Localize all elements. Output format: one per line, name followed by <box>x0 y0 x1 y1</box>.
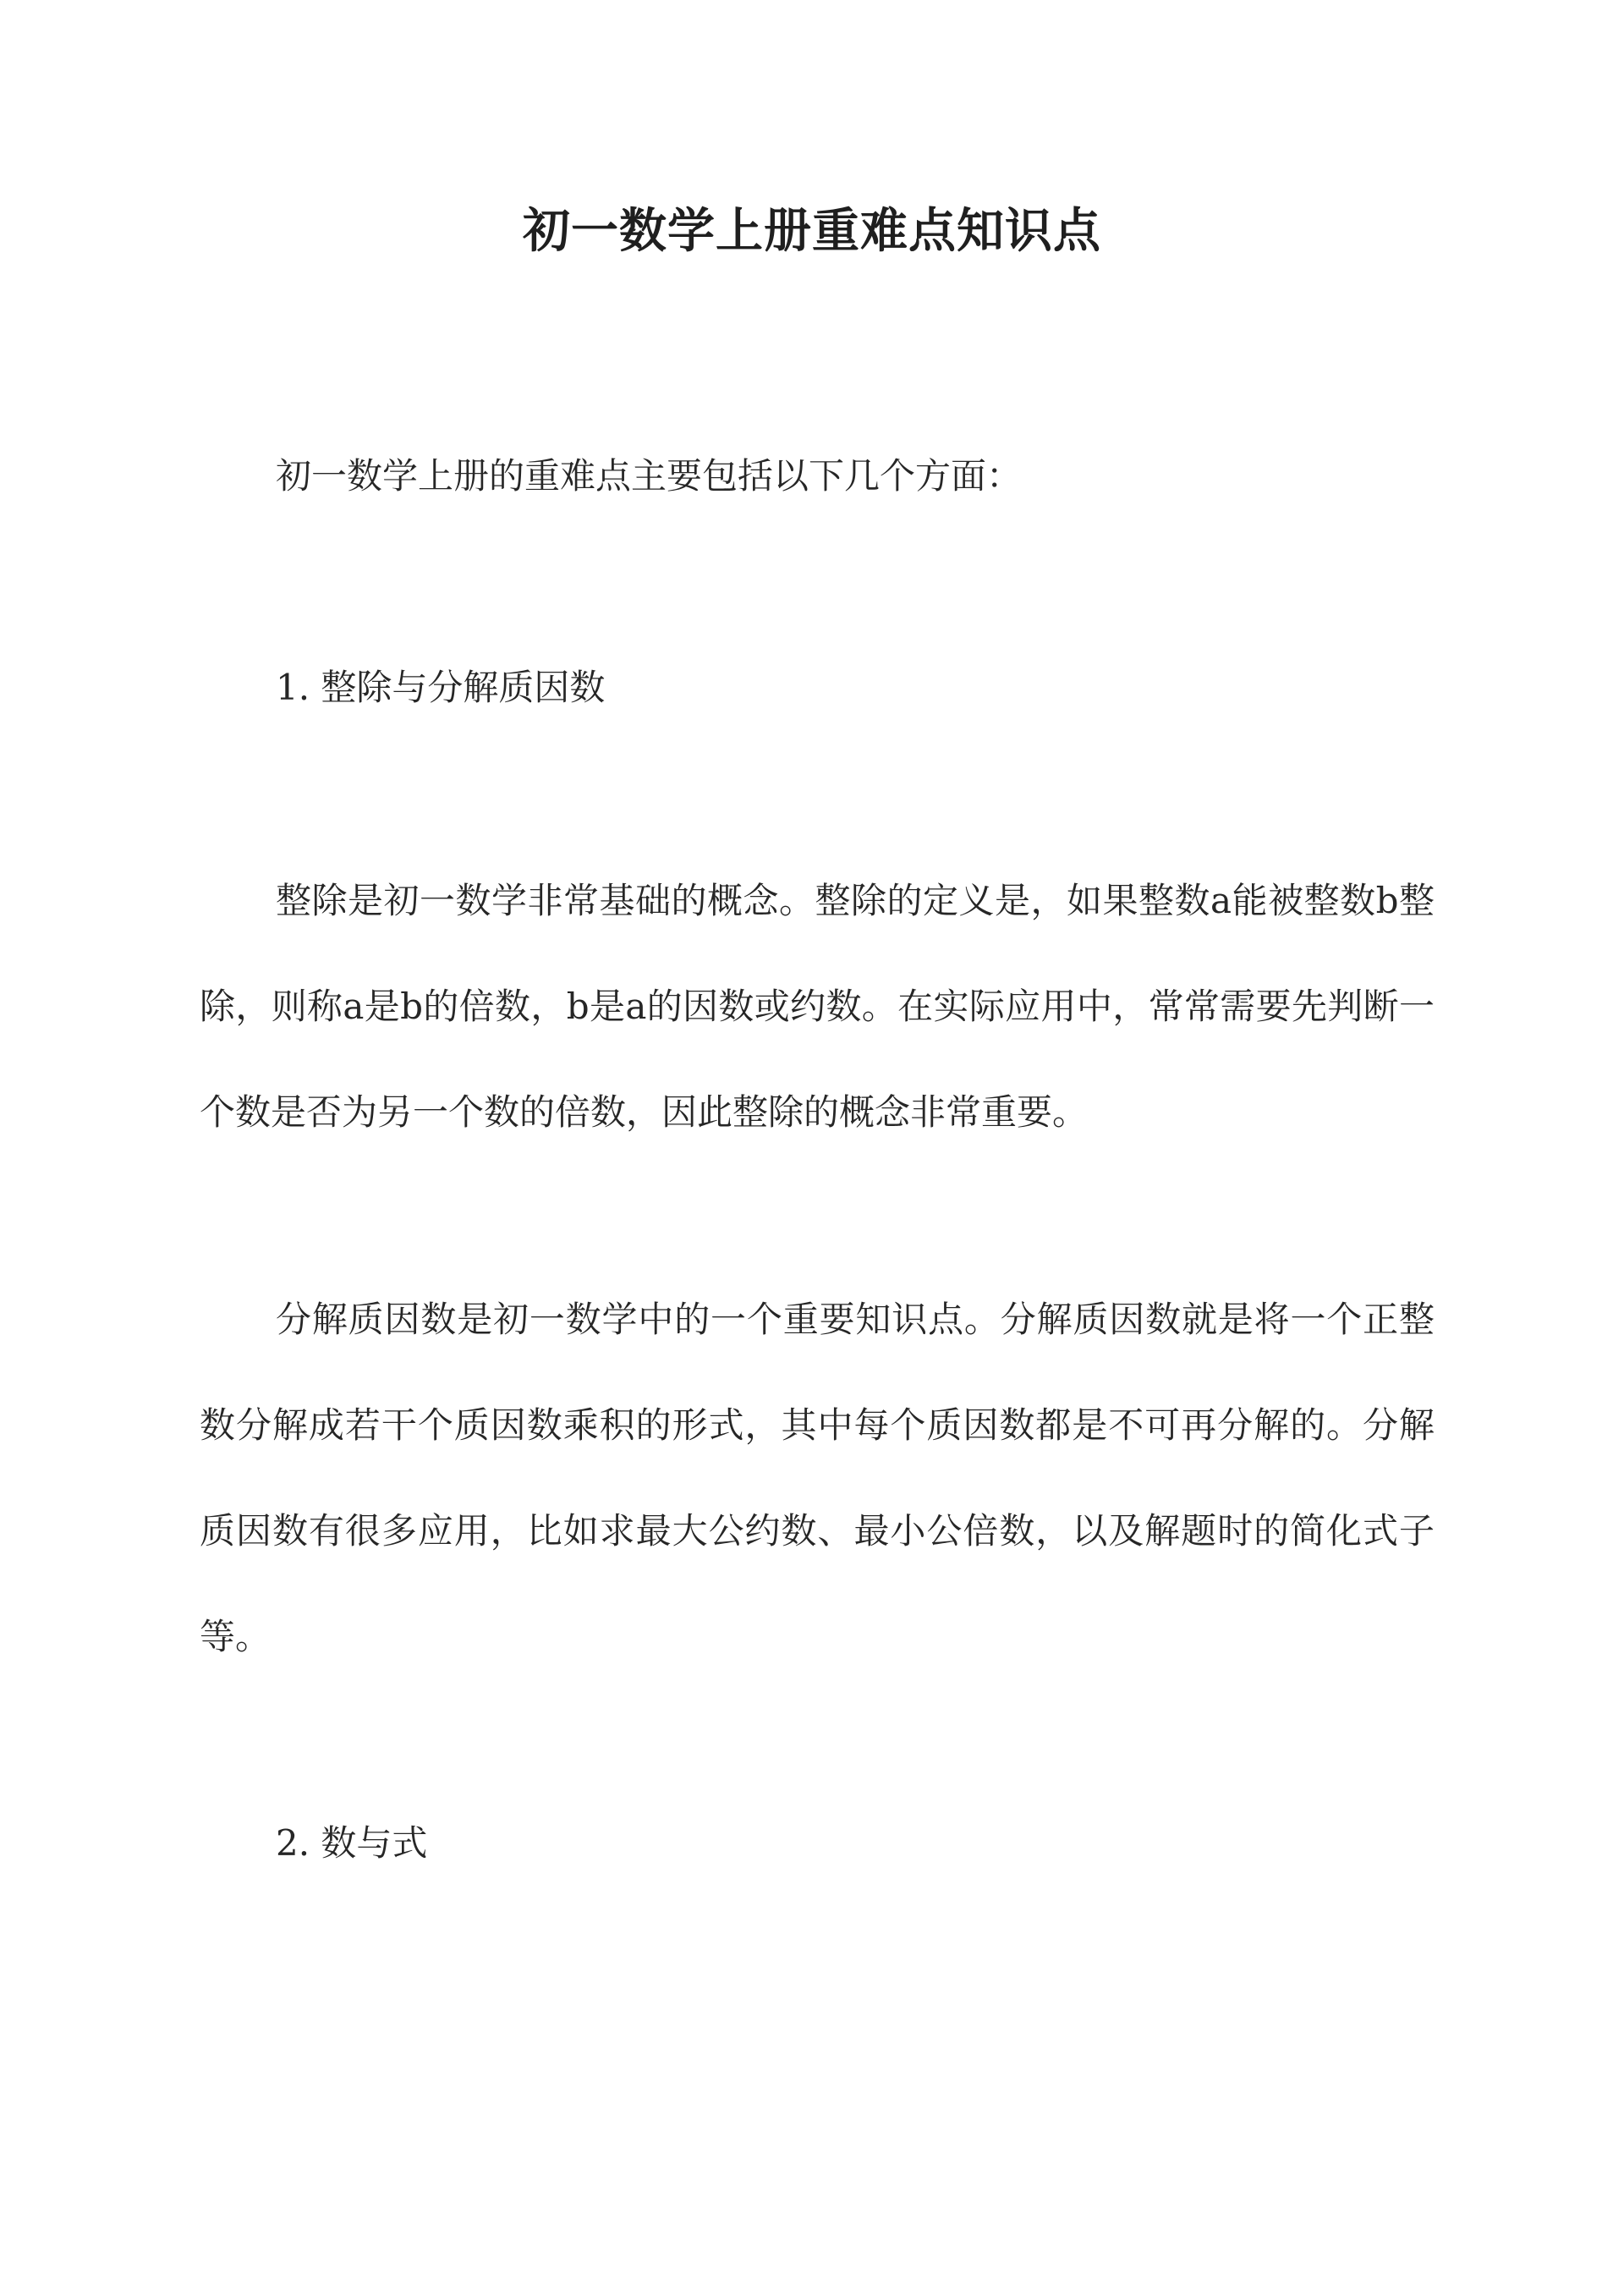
intro-paragraph: 初一数学上册的重难点主要包括以下几个方面： <box>276 455 1023 497</box>
section-1-paragraph-2: 分解质因数是初一数学中的一个重要知识点。分解质因数就是将一个正整数分解成若干个质因数乘积的形式，其中每个质因数都是不可再分解的。分解质因数有很多应用，比如求最大公约数、最小公倍数，以及解题时的简化式子等。 <box>200 1299 1435 1657</box>
section-heading-2: 2. 数与式 <box>276 1822 428 1864</box>
section-1-paragraph-1: 整除是初一数学非常基础的概念。整除的定义是，如果整数a能被整数b整除，则称a是b的倍数，b是a的因数或约数。在实际应用中，常常需要先判断一个数是否为另一个数的倍数，因此整除的概念非常重要。 <box>200 880 1435 1133</box>
section-heading-1: 1. 整除与分解质因数 <box>276 667 606 708</box>
document-title: 初一数学上册重难点知识点 <box>523 203 1101 259</box>
